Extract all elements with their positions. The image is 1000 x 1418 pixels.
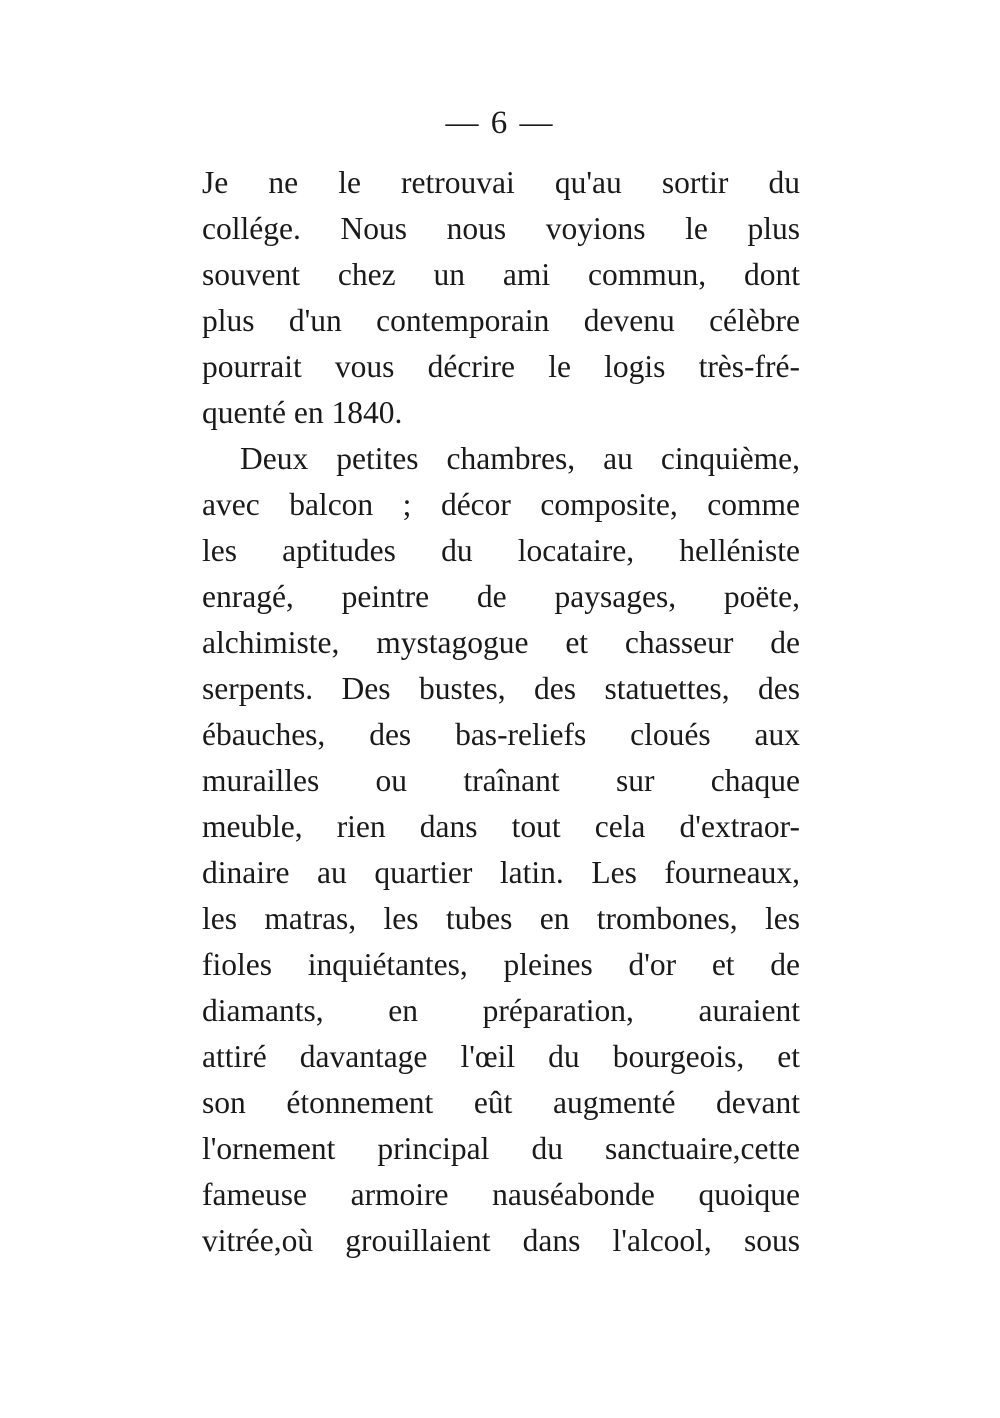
- text-line: pourrait vous décrire le logis très-fré-: [202, 349, 800, 384]
- paragraph-2: [202, 436, 800, 1264]
- text-line: vitrée,où grouillaient dans l'alcool, sous: [202, 1223, 800, 1258]
- text-line: plus d'un contemporain devenu célèbre: [202, 303, 800, 338]
- text-line: souvent chez un ami commun, dont: [202, 257, 800, 292]
- text-line: murailles ou traînant sur chaque: [202, 763, 800, 798]
- text-line: fioles inquiétantes, pleines d'or et de: [202, 947, 800, 982]
- text-line: enragé, peintre de paysages, poëte,: [202, 579, 800, 614]
- text-line: meuble, rien dans tout cela d'extraor-: [202, 809, 800, 844]
- text-line: attiré davantage l'œil du bourgeois, et: [202, 1039, 800, 1074]
- text-line: alchimiste, mystagogue et chasseur de: [202, 625, 800, 660]
- text-line: collége. Nous nous voyions le plus: [202, 211, 800, 246]
- text-line: serpents. Des bustes, des statuettes, des: [202, 671, 800, 706]
- text-line: diamants, en préparation, auraient: [202, 993, 800, 1028]
- text-line: les aptitudes du locataire, helléniste: [202, 533, 800, 568]
- page-number: — 6 —: [445, 105, 555, 141]
- text-line: son étonnement eût augmenté devant: [202, 1085, 800, 1120]
- body-text: [202, 160, 800, 1264]
- text-line: quenté en 1840.: [202, 395, 403, 430]
- text-line: ébauches, des bas-reliefs cloués aux: [202, 717, 800, 752]
- text-line: Deux petites chambres, au cinquième,: [240, 441, 800, 476]
- text-line: l'ornement principal du sanctuaire,cette: [202, 1131, 800, 1166]
- text-line: Je ne le retrouvai qu'au sortir du: [202, 165, 800, 200]
- text-line: dinaire au quartier latin. Les fourneaux,: [202, 855, 800, 890]
- paragraph-1: [202, 160, 800, 436]
- text-line: avec balcon ; décor composite, comme: [202, 487, 800, 522]
- text-line: les matras, les tubes en trombones, les: [202, 901, 800, 936]
- text-line: fameuse armoire nauséabonde quoique: [202, 1177, 800, 1212]
